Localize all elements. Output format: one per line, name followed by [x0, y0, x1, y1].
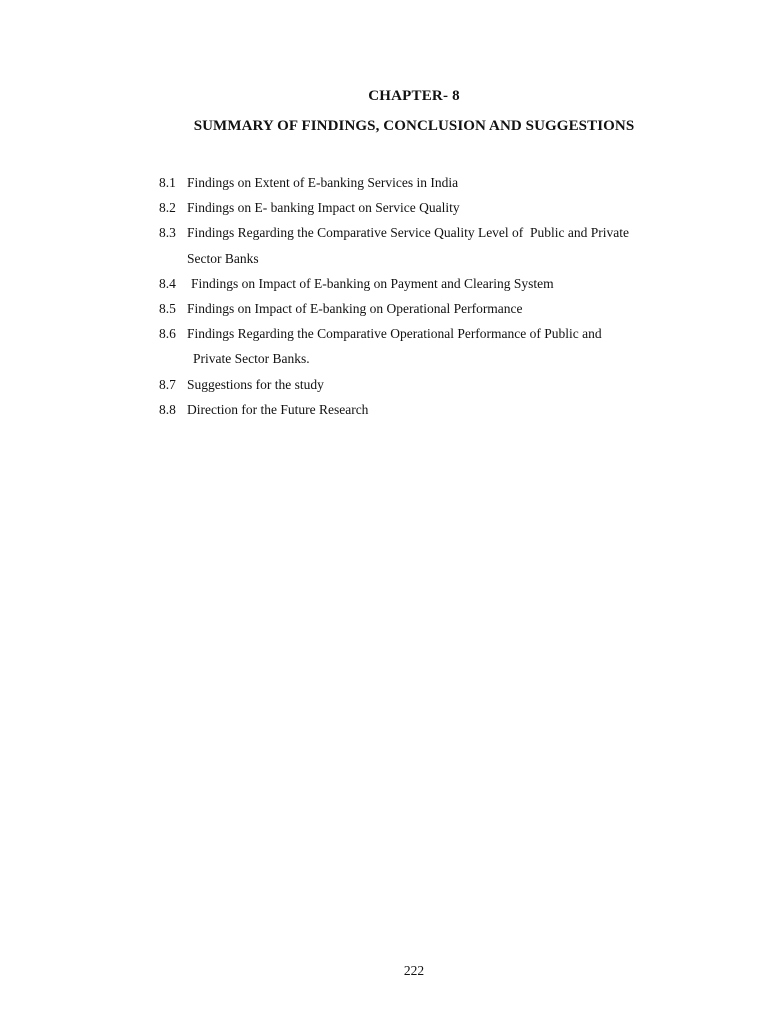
- toc-number: 8.8: [159, 401, 176, 417]
- toc-number: 8.1: [159, 175, 176, 190]
- toc-text-block: [187, 321, 679, 371]
- toc-text: Suggestions for the study: [187, 376, 324, 392]
- toc-number: 8.7: [159, 376, 176, 392]
- toc-item-8-7: [159, 372, 679, 397]
- chapter-heading: CHAPTER- 8: [368, 88, 460, 104]
- toc-number: 8.4: [159, 275, 176, 291]
- toc-item-8-3: [159, 220, 679, 270]
- toc-text: Findings Regarding the Comparative Service Quality Level of Public and Private: [187, 225, 630, 241]
- chapter-title: SUMMARY OF FINDINGS, CONCLUSION AND SUGGESTIONS: [193, 118, 635, 134]
- toc-text: Findings on Impact of E-banking on Operational Performance: [187, 301, 523, 317]
- toc-number: 8.6: [159, 326, 176, 342]
- toc-item-8-8: [159, 397, 679, 422]
- toc-text-continuation: Sector Banks: [187, 250, 259, 266]
- toc-item-8-4: [159, 271, 679, 296]
- toc-item-8-1: [159, 170, 679, 195]
- toc-text-continuation: Private Sector Banks.: [193, 351, 310, 367]
- toc-text: Findings on E- banking Impact on Service Quality: [187, 200, 460, 216]
- toc-item-8-5: [159, 296, 679, 321]
- toc-number: 8.3: [159, 225, 176, 241]
- toc-text-block: [187, 220, 679, 270]
- toc-item-8-2: [159, 195, 679, 220]
- toc-item-8-6: [159, 321, 679, 371]
- page-number: 222: [403, 963, 425, 978]
- toc-number: 8.5: [159, 301, 176, 317]
- toc-number: 8.2: [159, 200, 176, 216]
- toc-text: Findings Regarding the Comparative Operational Performance of Public and: [187, 326, 602, 342]
- toc-text: Findings on Impact of E-banking on Payment and Clearing System: [191, 275, 554, 291]
- toc-text: Direction for the Future Research: [187, 401, 369, 417]
- table-of-contents: [159, 170, 679, 422]
- toc-text: Findings on Extent of E-banking Services in India: [187, 175, 459, 190]
